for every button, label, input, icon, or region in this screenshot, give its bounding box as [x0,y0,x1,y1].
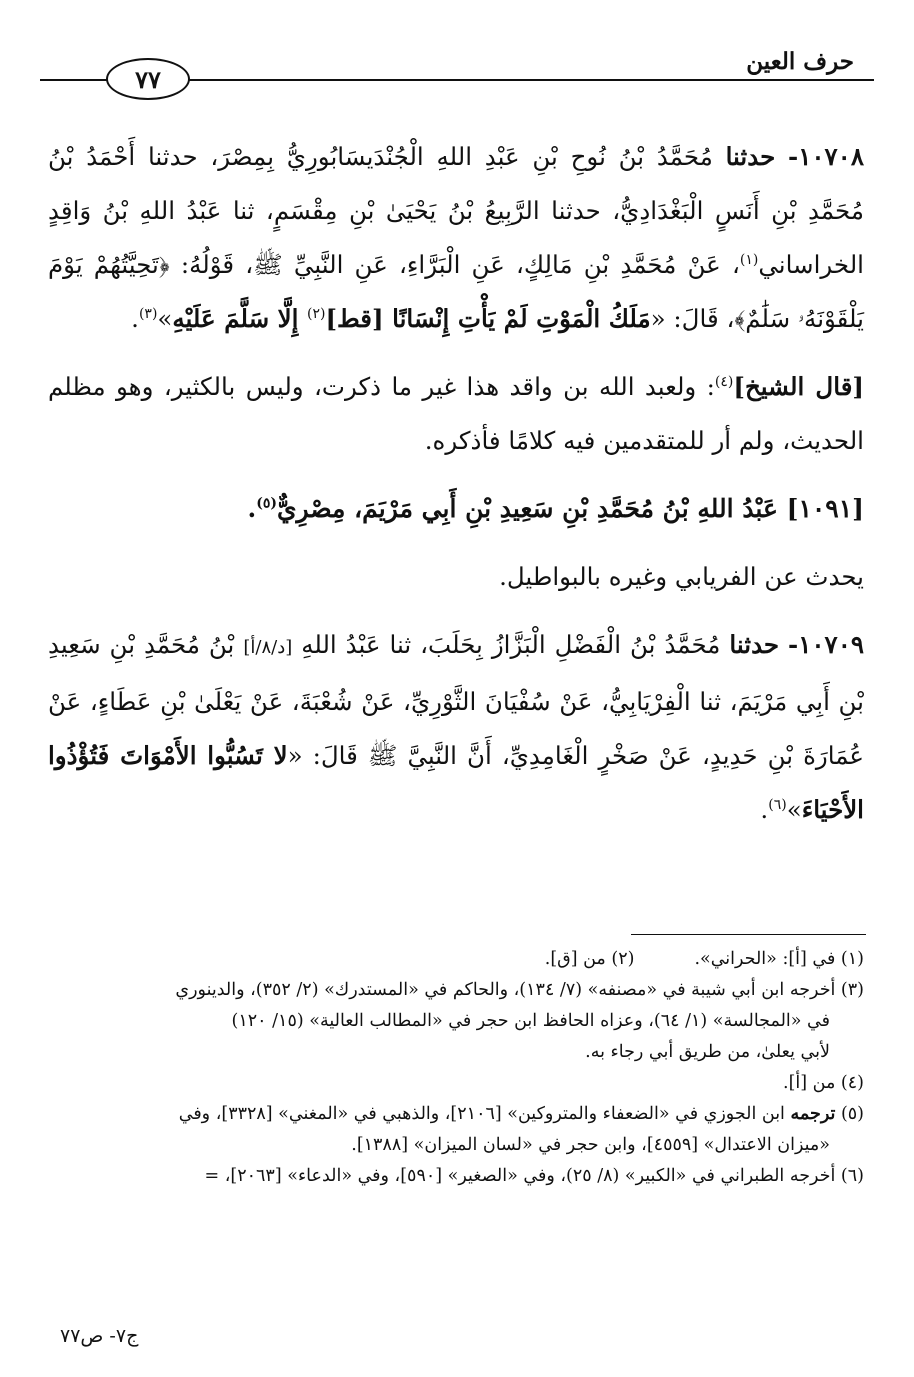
hadith-quote: مَلَكُ الْمَوْتِ لَمْ يَأْتِ إِنْسَانًا [قط] [325,304,651,333]
footnote-ref: (٤) [714,373,734,390]
footnote-2: (٢) من [ق]. [544,949,635,969]
biography-title: [١٠٩١] عَبْدُ اللهِ بْنُ مُحَمَّدِ بْنِ سَعِيدِ بْنِ أَبِي مَرْيَمَ، مِصْرِيٌّ [276,494,864,523]
footnote-ref: (٢) [306,305,326,322]
chapter-title: حرف العين [746,48,854,75]
period: . [131,304,139,333]
footnote-5 [46,1099,864,1130]
footnote-text: ابن الجوزي في «الضعفاء والمتروكين» [٢١٠٦]، والذهبي في «المغني» [٣٣٢٨]، وفي [178,1104,785,1124]
page-number-oval [106,58,190,100]
main-text [48,130,864,851]
footnote-number: (٥) [840,1104,864,1124]
footnote-ref: (٣) [138,305,158,322]
hadith-number: ١٠٧٠٩- [788,630,865,659]
footnotes [46,944,864,1192]
isnad-text: مُحَمَّدُ بْنُ نُوحِ بْنِ عَبْدِ اللهِ الْجُنْدَيسَابُورِيُّ بِمِصْرَ، حدثنا أَحْمَدُ بْنُ مُحَمَّدِ بْنِ أَنَسٍ الْبَغْدَادِيُّ، حدثنا الرَّبِيعُ بْنُ يَحْيَىٰ بْنِ مِقْسَمٍ، ثنا عَبْدُ اللهِ بْنُ وَاقِدٍ الخراساني [48,142,864,279]
footnote-ref: (١) [739,251,759,268]
footnote-3: (٣) أخرجه ابن أبي شيبة في «مصنفه» (٧/ ١٣٤)، والحاكم في «المستدرك» (٢/ ٣٥٢)، والدينوري [175,980,864,1000]
hadith-lead: حدثنا [725,142,776,171]
biography-sentence: يحدث عن الفريابي وغيره بالبواطيل. [499,562,864,591]
footnote-rule [631,934,866,935]
biography-heading [48,482,864,536]
hadith-10708 [48,130,864,346]
hadith-lead: حدثنا [729,630,780,659]
footnote-5-continued: «ميزان الاعتدال» [٤٥٥٩]، وابن حجر في «لسان الميزان» [١٣٨٨]. [351,1135,830,1155]
quote-close: » [157,304,173,333]
footnote-4: (٤) من [أ]. [783,1073,864,1093]
footnote-3-continued: في «المجالسة» (١/ ٦٤)، وعزاه الحافظ ابن حجر في «المطالب العالية» (١٥/ ١٢٠) [231,1011,830,1031]
footnote-3-continued: لأبي يعلىٰ، من طريق أبي رجاء به. [585,1042,830,1062]
page-footer: ج٧- ص٧٧ [60,1325,139,1347]
manuscript-ref: [د/٨/أ] [243,637,293,658]
hadith-quote: إِلَّا سَلَّمَ عَلَيْهِ [172,304,307,333]
sheikh-label: [قال الشيخ] [733,372,865,401]
page-header [40,40,874,110]
footnote-ref: (٦) [768,796,787,813]
quote-close: » [786,795,802,824]
footnote-1: (١) في [أ]: «الحراني». [694,949,864,969]
isnad-text: بْنُ مُحَمَّدِ بْنِ سَعِيدِ بْنِ أَبِي مَرْيَمَ، ثنا الْفِرْيَابِيُّ، عَنْ سُفْيَانَ الثَّوْرِيِّ، عَنْ شُعْبَةَ، عَنْ يَعْلَىٰ بْنِ عَطَاءٍ، عَنْ عُمَارَةَ بْنِ حَدِيدٍ، عَنْ صَخْرٍ الْغَامِدِيِّ، أَنَّ النَّبِيَّ ﷺ قَالَ: « [48,630,864,770]
sheikh-comment [48,360,864,468]
isnad-text: ، عَنْ مُحَمَّدِ بْنِ مَالِكٍ، عَنِ الْبَرَّاءِ، عَنِ النَّبِيِّ ﷺ، قَوْلُهُ: ﴿تَحِيَّتُهُمْ يَوْمَ يَلْقَوْنَهُۥ سَلَٰمٌ﴾، قَالَ: « [48,250,864,333]
footnote-row [46,944,864,975]
footnote-ref: (٥) [256,495,277,512]
hadith-number: ١٠٧٠٨- [788,142,864,171]
biography-text [48,550,864,604]
isnad-text: مُحَمَّدُ بْنُ الْفَضْلِ الْبَزَّازُ بِحَلَبَ، ثنا عَبْدُ اللهِ [301,630,721,659]
footnote-6: (٦) أخرجه الطبراني في «الكبير» (٨/ ٢٥)، وفي «الصغير» [٥٩٠]، وفي «الدعاء» [٢٠٦٣]، = [204,1166,864,1186]
footnote-keyword: ترجمه [790,1104,836,1124]
hadith-10709 [48,618,864,837]
period: . [760,795,769,824]
hadith-quote: لا تَسُبُّوا الأَمْوَاتَ فَتُؤْذُوا الأَحْيَاءَ [48,741,864,824]
period: . [247,494,257,523]
page-number: ٧٧ [135,64,161,94]
sheikh-text: : ولعبد الله بن واقد هذا غير ما ذكرت، وليس بالكثير، وهو مظلم الحديث، ولم أر للمتقدمين فيه كلامًا فأذكره. [48,372,864,455]
